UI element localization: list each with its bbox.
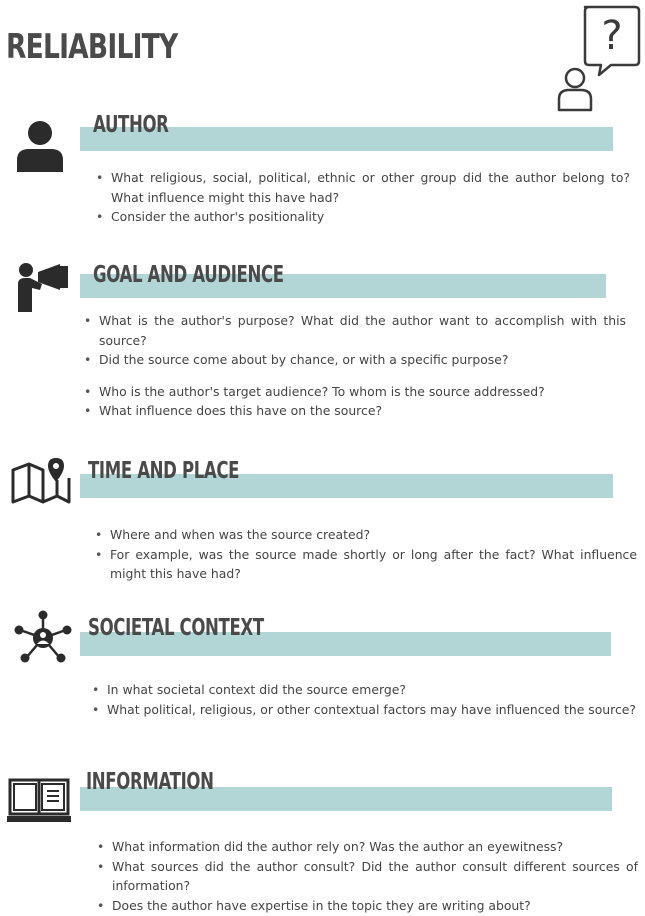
map-pin-icon [10,456,72,506]
section-heading: GOAL AND AUDIENCE [93,262,284,288]
list-item: • Consider the author's positionality [111,207,630,227]
list-item: • In what societal context did the source emerge? [107,680,637,700]
list-item: • What influence does this have on the source? [99,401,626,421]
list-item: • For example, was the source made shortly or long after the fact? What influence might this have had? [110,545,637,584]
list-item: • What is the author's purpose? What did the author want to accomplish with this source? [99,311,626,350]
bullet-list [96,837,638,915]
list-item: • What political, religious, or other contextual factors may have influenced the source? [107,700,637,720]
section-heading: TIME AND PLACE [88,458,240,484]
person-thinking-question-icon [555,3,643,113]
open-book-icon [6,776,72,824]
bullet-list [83,311,626,421]
list-item: • Did the source come about by chance, or with a specific purpose? [99,350,626,370]
list-item: • Who is the author's target audience? To whom is the source addressed? [99,382,626,402]
section-heading: AUTHOR [93,112,169,138]
svg-text:?: ? [601,13,623,59]
page-title: RELIABILITY [6,27,178,67]
list-item: • Where and when was the source created? [110,525,637,545]
section-heading: INFORMATION [86,769,214,795]
bullet-list [94,525,637,584]
megaphone-person-icon [16,262,70,314]
bullet-list [91,680,637,719]
bullet-list [95,168,630,227]
list-item: • Does the author have expertise in the topic they are writing about? [112,896,638,916]
list-item: • What sources did the author consult? Did the author consult different sources of information? [112,857,638,896]
list-item: • What information did the author rely on? Was the author an eyewitness? [112,837,638,857]
network-people-icon [14,610,72,664]
list-item: • What religious, social, political, ethnic or other group did the author belong to? What influence might this have had? [111,168,630,207]
section-heading: SOCIETAL CONTEXT [88,615,264,641]
person-icon [15,120,65,174]
